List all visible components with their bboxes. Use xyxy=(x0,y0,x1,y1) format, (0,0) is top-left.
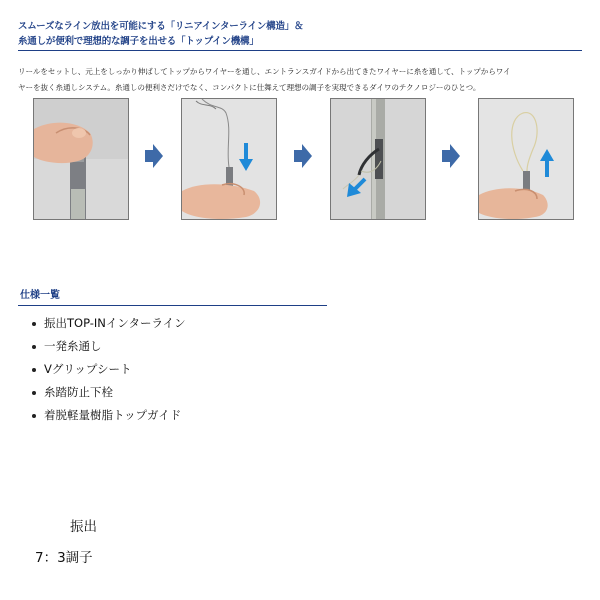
spec-list-item: 糸踏防止下栓 xyxy=(30,381,186,404)
description-line-1: リールをセットし、元上をしっかり伸ばしてトップからワイヤーを通し、エントランスガイドから出てきたワイヤーに糸を通して、トップからワイ xyxy=(18,67,511,76)
spec-list-item: 振出TOP-INインターライン xyxy=(30,312,186,335)
spec-section-divider xyxy=(18,305,327,306)
step-arrow-right-icon xyxy=(294,144,312,172)
spec-section-title: 仕様一覧 xyxy=(20,290,60,301)
spec-list-item: Vグリップシート xyxy=(30,358,186,381)
step-4-photo xyxy=(478,98,574,220)
step-2-photo xyxy=(181,98,277,220)
description-line-2: ヤーを抜く糸通しシステム。糸通しの便利さだけでなく、コンパクトに仕舞えて理想の調子を実現できるダイワのテクノロジーのひとつ。 xyxy=(18,83,481,92)
header-divider xyxy=(18,50,582,51)
step-1-photo xyxy=(33,98,129,220)
step-3-photo xyxy=(330,98,426,220)
spec-list-item: 着脱軽量樹脂トップガイド xyxy=(30,404,186,427)
headline-line-1: スムーズなライン放出を可能にする「リニアインターライン構造」＆ xyxy=(18,21,304,32)
rod-type-label: 振出 xyxy=(70,519,97,535)
headline-line-2: 糸通しが便利で理想的な調子を出せる「トップイン機構」 xyxy=(18,36,259,47)
spec-list xyxy=(30,312,186,427)
step-arrow-right-icon xyxy=(442,144,460,172)
spec-list-item: 一発糸通し xyxy=(30,335,186,358)
step-arrow-right-icon xyxy=(145,144,163,172)
rod-action-label: 7：3調子 xyxy=(35,550,93,566)
